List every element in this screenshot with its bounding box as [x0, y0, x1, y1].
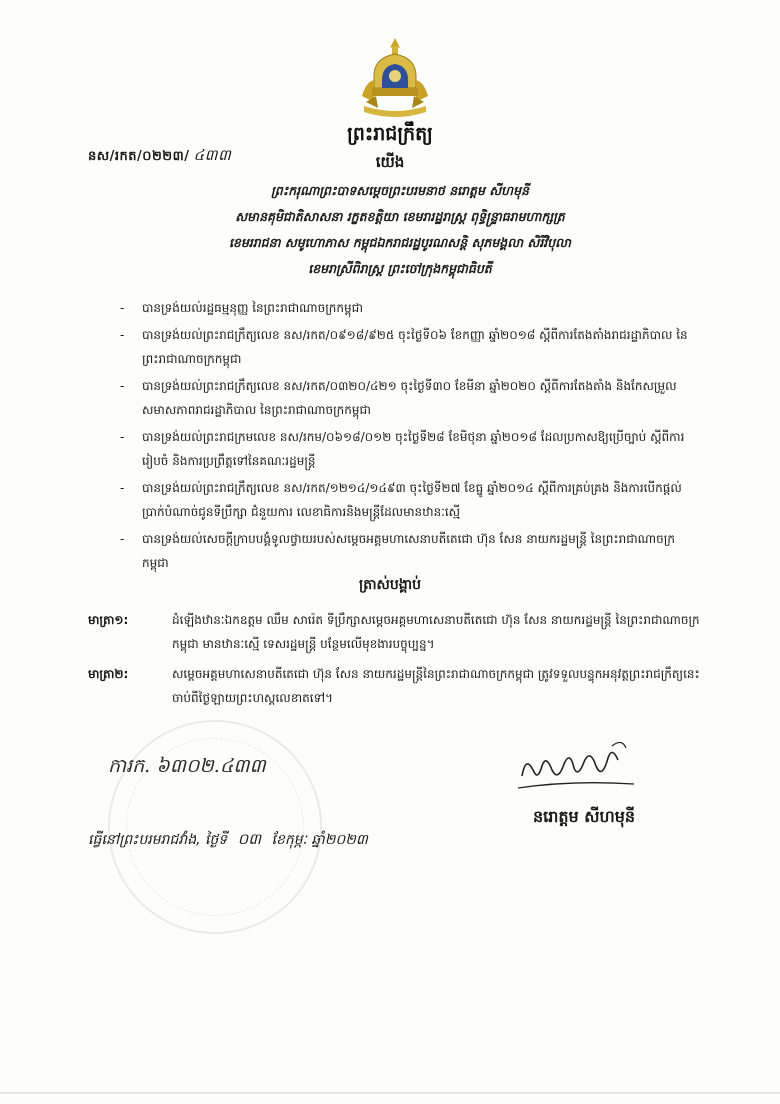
article-2 [88, 662, 700, 710]
consideration-item: - បានទ្រង់យល់រដ្ឋធម្មនុញ្ញ នៃព្រះរាជាណាចក្រកម្ពុជា [120, 301, 364, 315]
king-titles [120, 178, 680, 282]
decision-heading: ត្រាស់បង្គាប់ [359, 577, 421, 593]
handwritten-date: ការក. ៦៣០២.៤៣៣ [108, 755, 266, 777]
place-prefix: ធ្វើនៅព្រះបរមរាជវាំង, ថ្ងៃទី [88, 832, 228, 848]
considerations-list [118, 296, 698, 578]
article-label: មាត្រា១: [88, 613, 129, 627]
place-and-date [88, 830, 368, 852]
reference-number-printed: នស/រកត/០២២៣/ [88, 149, 190, 164]
consideration-item: - បានទ្រង់យល់ព្រះរាជក្រឹត្យលេខ នស/រកត/០៩១៨/៩២៥ ចុះថ្ងៃទី០៦ ខែកញ្ញា ឆ្នាំ២០១៨ ស្តីពីការតែងតាំងរាជរដ្ឋាភិបាល នៃព្រះរាជាណាចក្រកម្ពុជា [120, 328, 688, 366]
decree-title: ព្រះរាជក្រឹត្យ [347, 123, 433, 145]
reference-number-handwritten: ៤៣៣ [193, 146, 232, 164]
consideration-item: - បានទ្រង់យល់ព្រះរាជក្រឹត្យលេខ នស/រកត/១២១៤/១៤៩៣ ចុះថ្ងៃទី២៧ ខែធ្នូ ឆ្នាំ២០១៤ ស្តីពីការគ្រប់គ្រង និងការបើកផ្តល់ប្រាក់បំណាច់ជូនទីប្រឹក្សា ជំនួយការ លេខាធិការនិងមន្ត្រីដែលមានឋានៈស្មើ [120, 481, 682, 519]
king-title-line: ព្រះករុណាព្រះបាទសម្តេចព្រះបរមនាថ នរោត្តម សីហមុនី [271, 183, 529, 198]
king-title-line: ខេមររាជនា សមូហោភាស កម្ពុជឯករាជរដ្ឋបូរណសន្តិ សុភមង្គលា សិរីវិបុលា [228, 235, 572, 250]
royal-signature [512, 736, 642, 798]
royal-coat-of-arms-icon [356, 36, 434, 122]
king-title-line: ខេមរាស្រីពិរាស្ត្រ ព្រះចៅក្រុងកម្ពុជាធិបតី [308, 261, 492, 276]
article-text: សម្តេចអគ្គមហាសេនាបតីតេជោ ហ៊ុន សែន នាយករដ្ឋមន្ត្រីនៃព្រះរាជាណាចក្រកម្ពុជា ត្រូវទទួលបន្ទុកអនុវត្តព្រះរាជក្រឹត្យនេះ ចាប់ពីថ្ងៃឡាយព្រះហស្តលេខាតទៅ។ [172, 667, 700, 705]
place-month: ខែកុម្ភៈ [271, 832, 307, 848]
faded-seal [108, 720, 322, 934]
king-title-line: សមានគុមិជាតិសាសនា រក្ខតខត្តិយា ខេមរារដ្ឋរាស្ត្រ ពុទ្ធិន្ទ្រាធរាមហាក្សត្រ [235, 209, 565, 224]
consideration-item: - បានទ្រង់យល់ព្រះរាជក្រឹត្យលេខ នស/រកត/០៣២០/៤២១ ចុះថ្ងៃទី៣០ ខែមីនា ឆ្នាំ២០២០ ស្តីពីការតែងតាំង និងកែសម្រួលសមាសភាពរាជរដ្ឋាភិបាល នៃព្រះរាជាណាចក្រកម្ពុជា [120, 379, 677, 417]
page-edge [0, 1092, 780, 1094]
place-day: ០៣ [237, 830, 262, 848]
article-label: មាត្រា២: [88, 667, 129, 681]
consideration-item: - បានទ្រង់យល់សេចក្តីក្រាបបង្គំទូលថ្វាយរបស់សម្តេចអគ្គមហាសេនាបតីតេជោ ហ៊ុន សែន នាយករដ្ឋមន្ត្រី នៃព្រះរាជាណាចក្រកម្ពុជា [120, 532, 675, 570]
article-1 [88, 608, 700, 656]
decree-subtitle: យើង [375, 153, 405, 171]
signer-name: នរោត្តម សីហមុនី [532, 807, 636, 826]
article-text: ដំឡើងឋានៈឯកឧត្តម ឈឹម សារ៉េត ទីប្រឹក្សាសម្តេចអគ្គមហាសេនាបតីតេជោ ហ៊ុន សែន នាយករដ្ឋមន្ត្រី នៃព្រះរាជាណាចក្រកម្ពុជា មានឋានៈស្មើ ទេសរដ្ឋមន្ត្រី បន្ថែមលើមុខងារបច្ចុប្បន្ន។ [172, 613, 700, 651]
place-year: ឆ្នាំ២០២៣ [311, 832, 368, 848]
consideration-item: - បានទ្រង់យល់ព្រះរាជក្រមលេខ នស/រកម/០៦១៨/០១២ ចុះថ្ងៃទី២៨ ខែមិថុនា ឆ្នាំ២០១៨ ដែលប្រកាសឱ្យប្រើច្បាប់ ស្តីពីការរៀបចំ និងការប្រព្រឹត្តទៅនៃគណៈរដ្ឋមន្ត្រី [120, 430, 685, 468]
